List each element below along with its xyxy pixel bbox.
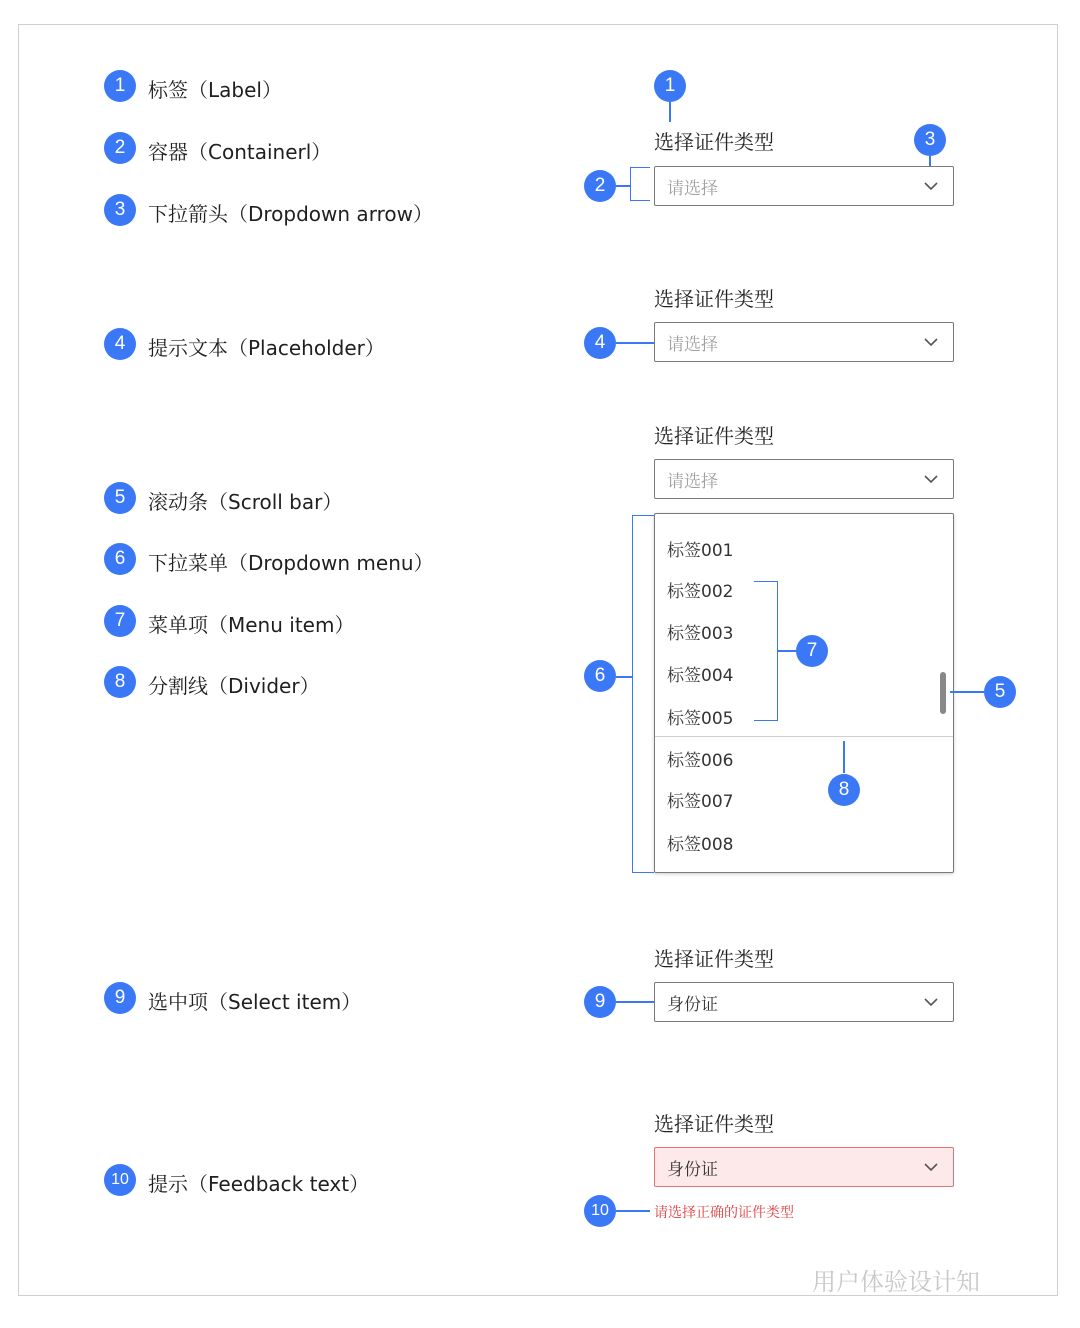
placeholder-text: 请选择 (667, 334, 718, 355)
placeholder-text: 请选择 (667, 471, 718, 492)
callout-bracket-2 (630, 167, 650, 201)
legend-dropdown-menu: 下拉菜单（Dropdown menu） (148, 551, 434, 575)
legend-badge-10: 10 (104, 1164, 136, 1196)
legend-badge-6: 6 (104, 543, 136, 575)
feedback-text: 请选择正确的证件类型 (654, 1205, 794, 1221)
callout-line-2 (616, 185, 630, 187)
field-label-1: 选择证件类型 (654, 130, 774, 154)
menu-item[interactable]: 标签003 (667, 624, 734, 644)
callout-badge-2: 2 (584, 170, 616, 202)
callout-bracket-6 (632, 515, 654, 873)
legend-badge-7: 7 (104, 605, 136, 637)
callout-badge-10: 10 (584, 1195, 616, 1227)
legend-container: 容器（Containerl） (148, 140, 332, 164)
legend-badge-1: 1 (104, 70, 136, 102)
legend-badge-4: 4 (104, 328, 136, 360)
callout-badge-7: 7 (796, 635, 828, 667)
callout-badge-3: 3 (914, 124, 946, 156)
menu-item[interactable]: 标签006 (667, 751, 734, 771)
callout-badge-4: 4 (584, 327, 616, 359)
watermark: 用户体验设计知 (812, 1268, 980, 1296)
field-label-5: 选择证件类型 (654, 1112, 774, 1136)
legend-feedback-text: 提示（Feedback text） (148, 1172, 370, 1196)
callout-badge-9: 9 (584, 986, 616, 1018)
legend-badge-5: 5 (104, 482, 136, 514)
legend-badge-2: 2 (104, 132, 136, 164)
callout-badge-1: 1 (654, 70, 686, 102)
select-container-2[interactable] (654, 322, 954, 362)
legend-badge-3: 3 (104, 194, 136, 226)
selected-value: 身份证 (667, 1159, 718, 1180)
legend-placeholder: 提示文本（Placeholder） (148, 336, 385, 360)
select-container-selected[interactable] (654, 982, 954, 1022)
legend-badge-8: 8 (104, 666, 136, 698)
select-container-1[interactable] (654, 166, 954, 206)
legend-menu-item: 菜单项（Menu item） (148, 613, 355, 637)
scrollbar-thumb[interactable] (940, 672, 946, 714)
legend-badge-9: 9 (104, 982, 136, 1014)
legend-select-item: 选中项（Select item） (148, 990, 362, 1014)
menu-divider (655, 736, 953, 737)
callout-line-8 (843, 741, 845, 773)
legend-divider: 分割线（Divider） (148, 674, 320, 698)
legend-scroll-bar: 滚动条（Scroll bar） (148, 490, 343, 514)
menu-item[interactable]: 标签002 (667, 582, 734, 602)
select-container-3[interactable] (654, 459, 954, 499)
menu-item[interactable]: 标签008 (667, 835, 734, 855)
field-label-4: 选择证件类型 (654, 947, 774, 971)
chevron-down-icon[interactable] (923, 1160, 939, 1174)
legend-label: 标签（Label） (148, 78, 282, 102)
chevron-down-icon[interactable] (923, 995, 939, 1009)
chevron-down-icon[interactable] (923, 179, 939, 193)
callout-line-1 (669, 102, 671, 122)
legend-dropdown-arrow: 下拉箭头（Dropdown arrow） (148, 202, 433, 226)
callout-badge-8: 8 (828, 774, 860, 806)
field-label-2: 选择证件类型 (654, 287, 774, 311)
menu-item[interactable]: 标签007 (667, 792, 734, 812)
menu-item[interactable]: 标签001 (667, 541, 734, 561)
callout-line-6 (616, 676, 632, 678)
select-container-error[interactable] (654, 1147, 954, 1187)
callout-line-7 (778, 650, 796, 652)
callout-badge-6: 6 (584, 660, 616, 692)
dropdown-menu[interactable] (654, 513, 954, 873)
menu-item[interactable]: 标签004 (667, 666, 734, 686)
chevron-down-icon[interactable] (923, 472, 939, 486)
callout-bracket-7 (754, 581, 778, 721)
callout-line-5 (950, 691, 984, 693)
menu-item[interactable]: 标签005 (667, 709, 734, 729)
callout-badge-5: 5 (984, 676, 1016, 708)
selected-value: 身份证 (667, 994, 718, 1015)
callout-line-10 (616, 1210, 650, 1212)
placeholder-text: 请选择 (667, 178, 718, 199)
field-label-3: 选择证件类型 (654, 424, 774, 448)
chevron-down-icon[interactable] (923, 335, 939, 349)
